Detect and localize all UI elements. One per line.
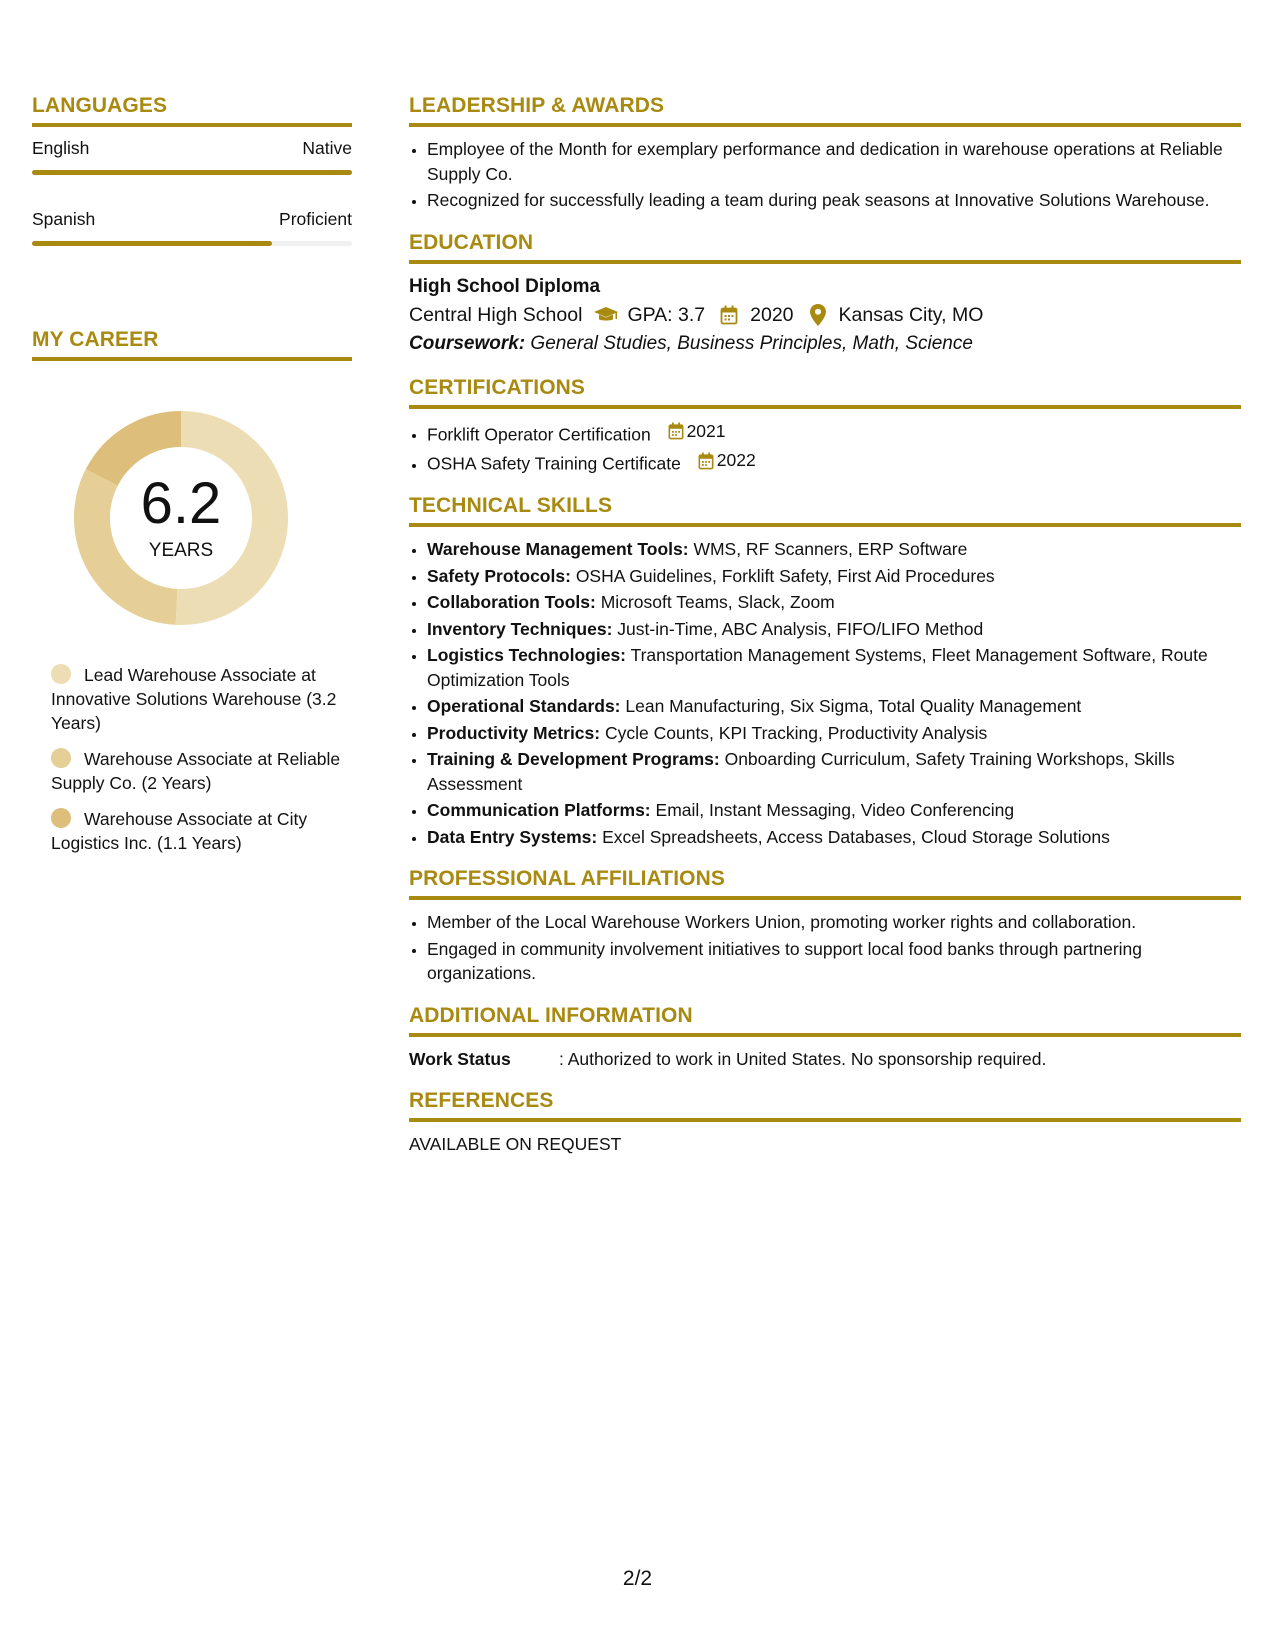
skill-value: Just-in-Time, ABC Analysis, FIFO/LIFO Method	[617, 618, 984, 639]
skill-value: Lean Manufacturing, Six Sigma, Total Quality Management	[625, 696, 1082, 716]
language-item	[32, 208, 352, 246]
skill-value: Transportation Management Systems, Fleet Management Software, Route Optimization Tools	[427, 645, 1208, 690]
map-pin-icon	[805, 304, 831, 326]
page-number: 2/2	[622, 1567, 653, 1590]
left-column	[32, 94, 352, 867]
languages-title: LANGUAGES	[32, 94, 352, 127]
skill-label: Communication Platforms:	[427, 800, 651, 820]
affiliations-title: PROFESSIONAL AFFILIATIONS	[409, 867, 1241, 900]
certification-item	[427, 419, 1241, 447]
calendar-icon	[716, 304, 742, 326]
language-name: Spanish	[32, 209, 96, 229]
leadership-section	[409, 94, 1241, 213]
education-coursework	[409, 330, 1241, 358]
career-donut	[66, 403, 296, 633]
education-degree: High School Diploma	[409, 275, 601, 297]
leadership-list	[409, 137, 1241, 213]
list-item: • Member of the Local Warehouse Workers Union, promoting worker rights and collaboration.	[427, 910, 1241, 935]
language-bar-fill	[32, 170, 352, 175]
career-role-label: Warehouse Associate at City Logistics Inc. (1.1 Years)	[51, 809, 308, 853]
education-title: EDUCATION	[409, 231, 1241, 264]
skill-value: Email, Instant Messaging, Video Conferencing	[655, 800, 1015, 820]
skill-value: Excel Spreadsheets, Access Databases, Cloud Storage Solutions	[602, 826, 1110, 847]
references-text: AVAILABLE ON REQUEST	[409, 1133, 622, 1154]
calendar-icon	[668, 422, 684, 440]
work-status-label: Work Status	[409, 1048, 511, 1069]
certification-name: OSHA Safety Training Certificate	[427, 453, 681, 474]
skill-label: Training & Development Programs:	[427, 749, 720, 769]
career-role-item	[51, 747, 352, 795]
skill-value: OSHA Guidelines, Forklift Safety, First Aid Procedures	[575, 565, 995, 586]
career-total-years: 6.2	[140, 471, 222, 536]
education-gpa: GPA: 3.7	[627, 303, 706, 326]
legend-dot-icon	[51, 748, 71, 768]
career-roles-list	[32, 663, 352, 855]
language-bar-fill	[32, 241, 272, 246]
skill-value: Microsoft Teams, Slack, Zoom	[600, 592, 835, 612]
certification-year: 2021	[686, 420, 726, 441]
list-item: • Recognized for successfully leading a team during peak seasons at Innovative Solutions Warehouse.	[427, 188, 1241, 213]
list-item: • Employee of the Month for exemplary performance and dedication in warehouse operations at Reliable Supply Co.	[427, 137, 1241, 186]
skill-item	[427, 617, 1241, 642]
skill-item	[427, 694, 1241, 719]
work-status-value: : Authorized to work in United States. No sponsorship required.	[559, 1048, 1047, 1069]
skill-label: Inventory Techniques:	[427, 618, 613, 639]
language-bar	[32, 170, 352, 175]
skill-label: Safety Protocols:	[427, 565, 571, 586]
skill-item	[427, 798, 1241, 823]
education-year: 2020	[750, 303, 794, 326]
skill-label: Productivity Metrics:	[427, 722, 601, 743]
donut-center	[66, 403, 296, 633]
skill-label: Data Entry Systems:	[427, 826, 598, 847]
affiliations-list	[409, 910, 1241, 986]
coursework-label: Coursework:	[409, 332, 526, 354]
legend-dot-icon	[51, 808, 71, 828]
certifications-title: CERTIFICATIONS	[409, 376, 1241, 409]
career-title: MY CAREER	[32, 328, 352, 361]
career-role-label: Lead Warehouse Associate at Innovative Solutions Warehouse (3.2 Years)	[51, 665, 337, 733]
calendar-icon	[698, 452, 714, 470]
education-school: Central High School	[409, 303, 583, 326]
references-title: REFERENCES	[409, 1089, 1241, 1122]
skill-label: Logistics Technologies:	[427, 645, 627, 665]
skill-label: Collaboration Tools:	[427, 592, 596, 612]
additional-section	[409, 1004, 1241, 1071]
skill-item	[427, 590, 1241, 615]
graduation-cap-icon	[593, 304, 619, 326]
additional-title: ADDITIONAL INFORMATION	[409, 1004, 1241, 1037]
skill-value: Onboarding Curriculum, Safety Training Workshops, Skills Assessment	[427, 749, 1175, 794]
language-level: Native	[302, 138, 352, 158]
certification-name: Forklift Operator Certification	[427, 423, 651, 444]
legend-dot-icon	[51, 664, 71, 684]
leadership-title: LEADERSHIP & AWARDS	[409, 94, 1241, 127]
list-item: • Engaged in community involvement initiatives to support local food banks through partnering organizations.	[427, 937, 1241, 986]
work-status-row	[409, 1047, 1241, 1071]
skill-item	[427, 747, 1241, 796]
language-item	[32, 137, 352, 175]
skill-item	[427, 643, 1241, 692]
certifications-section	[409, 376, 1241, 477]
affiliations-section	[409, 867, 1241, 986]
skill-value: Cycle Counts, KPI Tracking, Productivity Analysis	[604, 722, 988, 743]
education-details	[409, 300, 1241, 330]
certification-year: 2022	[716, 450, 756, 471]
certification-date	[698, 448, 756, 473]
career-role-item	[51, 807, 352, 855]
language-bar	[32, 241, 352, 246]
right-column	[409, 94, 1241, 1174]
language-level: Proficient	[279, 209, 352, 229]
skill-item	[427, 537, 1241, 562]
career-role-item	[51, 663, 352, 735]
skill-value: WMS, RF Scanners, ERP Software	[693, 539, 968, 559]
language-name: English	[32, 138, 90, 158]
skill-item	[427, 721, 1241, 746]
career-years-unit: YEARS	[148, 540, 214, 561]
career-role-label: Warehouse Associate at Reliable Supply Co. (2 Years)	[51, 749, 341, 793]
certification-date	[668, 419, 726, 444]
skill-label: Operational Standards:	[427, 696, 621, 716]
skills-list	[409, 537, 1241, 849]
skill-label: Warehouse Management Tools:	[427, 539, 689, 559]
skills-title: TECHNICAL SKILLS	[409, 494, 1241, 527]
skill-item	[427, 825, 1241, 850]
education-section	[409, 231, 1241, 358]
coursework-value: General Studies, Business Principles, Math, Science	[530, 332, 973, 354]
certifications-list	[409, 419, 1241, 477]
skill-item	[427, 564, 1241, 589]
references-section	[409, 1089, 1241, 1156]
education-location: Kansas City, MO	[838, 303, 984, 326]
certification-item	[427, 448, 1241, 476]
skills-section	[409, 494, 1241, 849]
